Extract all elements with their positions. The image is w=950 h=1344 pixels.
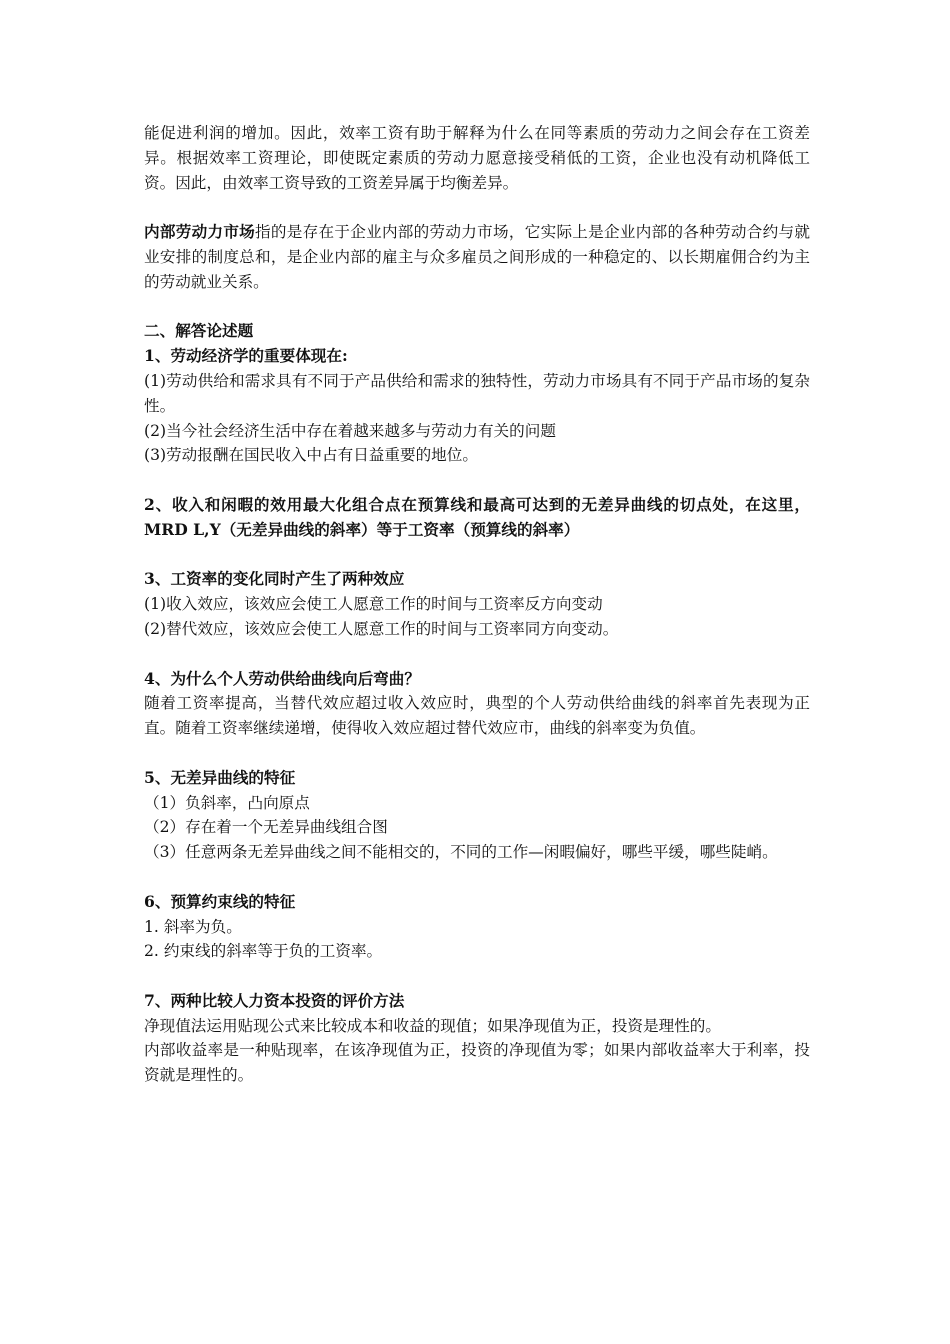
term-internal-labor-market: 内部劳动力市场 [144,222,256,242]
question-7-item: 内部收益率是一种贴现率，在该净现值为正，投资的净现值为零；如果内部收益率大于利率，投资就是理性的。 [144,1041,810,1085]
spacer [144,195,810,220]
spacer [144,964,810,989]
question-3-item: (1)收入效应，该效应会使工人愿意工作的时间与工资率反方向变动 [144,595,603,614]
spacer [144,468,810,493]
question-1-item: (3)劳动报酬在国民收入中占有日益重要的地位。 [144,446,478,465]
spacer [144,865,810,890]
question-6-title: 6、预算约束线的特征 [144,891,296,911]
spacer [144,642,810,667]
question-1-item: (2)当今社会经济生活中存在着越来越多与劳动力有关的问题 [144,421,556,440]
question-6-item: 1. 斜率为负。 [144,917,242,936]
question-5-title: 5、无差异曲线的特征 [144,767,296,787]
section-heading: 二、解答论述题 [144,321,254,341]
question-2-title: 2、收入和闲暇的效用最大化组合点在预算线和最高可达到的无差异曲线的切点处，在这里，MRD L,Y（无差异曲线的斜率）等于工资率（预算线的斜率） [144,494,810,539]
question-5-item: （2）存在着一个无差异曲线组合图 [144,818,388,837]
question-3-title: 3、工资率的变化同时产生了两种效应 [144,569,405,589]
term-definition: 指的是存在于企业内部的劳动力市场，它实际上是企业内部的各种劳动合约与就业安排的制度总和，是企业内部的雇主与众多雇员之间形成的一种稳定的、以长期雇佣合约为主的劳动就业关系。 [144,223,810,291]
question-4-title: 4、为什么个人劳动供给曲线向后弯曲？ [144,668,420,688]
question-1-item: (1)劳动供给和需求具有不同于产品供给和需求的独特性，劳动力市场具有不同于产品市场的复杂性。 [144,371,810,415]
question-4-body: 随着工资率提高，当替代效应超过收入效应时，典型的个人劳动供给曲线的斜率首先表现为正直。随着工资率继续递增，使得收入效应超过替代效应市，曲线的斜率变为负值。 [144,694,810,738]
spacer [144,543,810,568]
question-1-title: 1、劳动经济学的重要体现在: [144,346,348,366]
document-page [144,121,810,1088]
spacer [144,741,810,766]
question-5-item: （3）任意两条无差异曲线之间不能相交的，不同的工作—闲暇偏好，哪些平缓，哪些陡峭。 [144,843,778,862]
intro-paragraph-internal-labor-market [144,220,810,294]
question-7-item: 净现值法运用贴现公式来比较成本和收益的现值；如果净现值为正，投资是理性的。 [144,1016,721,1035]
intro-paragraph-efficiency-wage: 能促进利润的增加。因此，效率工资有助于解释为什么在同等素质的劳动力之间会存在工资差异。根据效率工资理论，即使既定素质的劳动力愿意接受稍低的工资，企业也没有动机降低工资。因此，由效率工资导致的工资差异属于均衡差异。 [144,124,810,192]
question-5-item: （1）负斜率，凸向原点 [144,793,310,812]
question-3-item: (2)替代效应，该效应会使工人愿意工作的时间与工资率同方向变动。 [144,619,619,638]
spacer [144,295,810,320]
question-6-item: 2. 约束线的斜率等于负的工资率。 [144,942,383,961]
question-7-title: 7、两种比较人力资本投资的评价方法 [144,990,405,1010]
